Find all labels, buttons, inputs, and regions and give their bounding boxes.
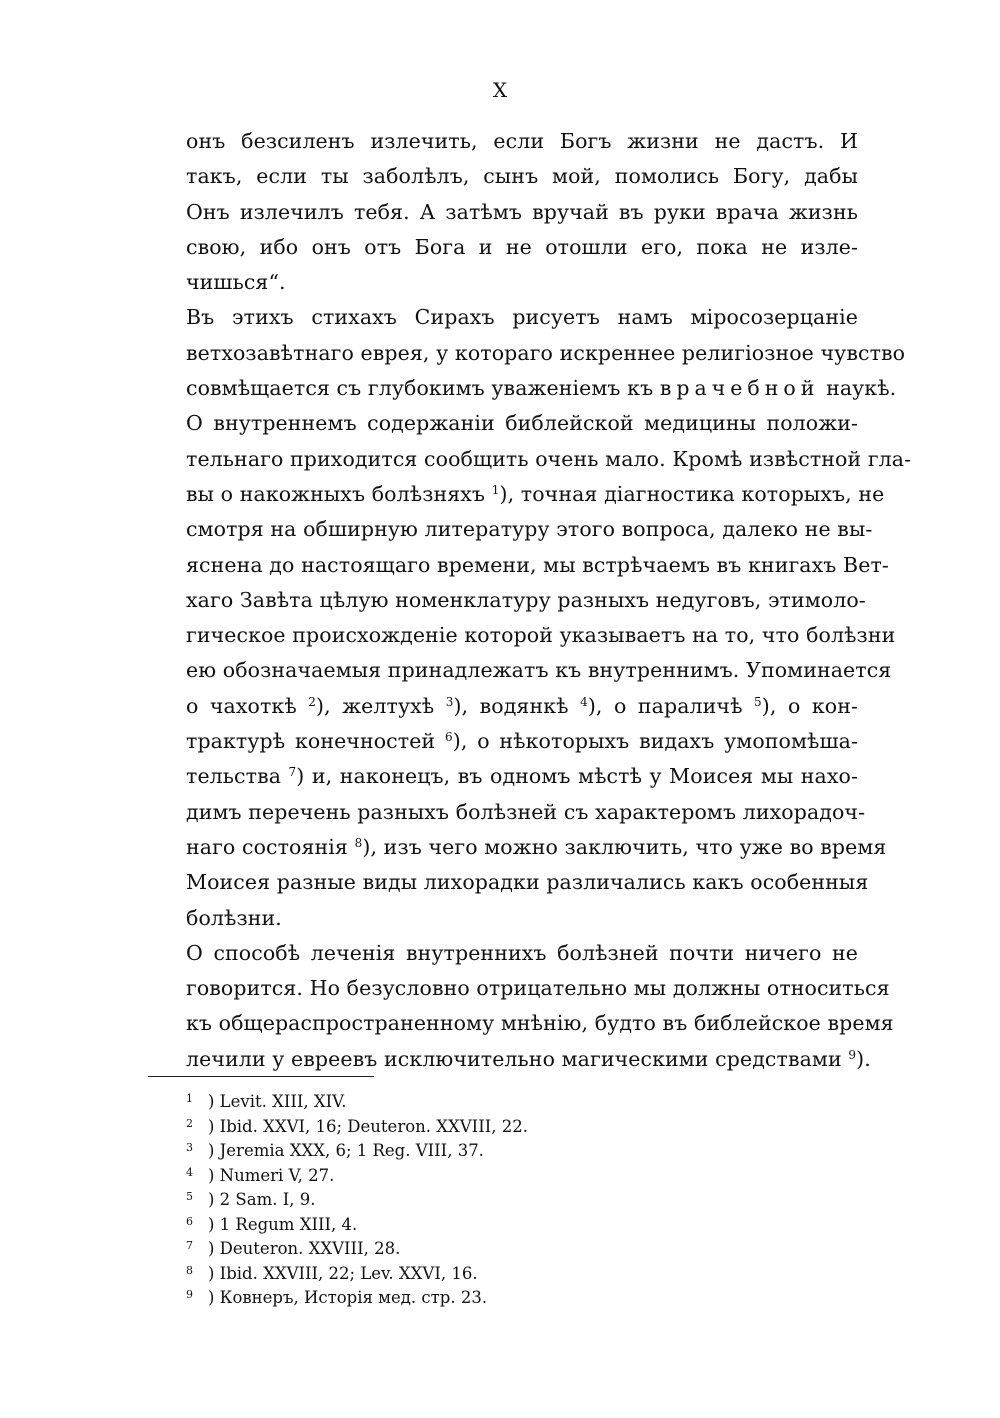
paragraph-line: Въ этихъ стихахъ Сирахъ рисуетъ намъ міросозерцаніе <box>186 305 858 330</box>
quote-line: Онъ излечилъ тебя. А затѣмъ вручай въ руки врача жизнь <box>186 199 858 224</box>
text-run: ), о кон- <box>761 693 858 718</box>
text-run: о чахоткѣ <box>186 693 297 718</box>
quote-line: онъ безсиленъ излечить, если Богъ жизни не дастъ. И <box>186 129 858 153</box>
footnote-mark: 1 <box>186 1092 193 1105</box>
footnote-ref: 6 <box>444 730 453 745</box>
footnote-text: ) Ibid. XXVI, 16; Deuteron. XXVIII, 22. <box>208 1116 528 1136</box>
footnote-mark: 2 <box>186 1116 193 1130</box>
footnote-mark: 5 <box>186 1190 193 1203</box>
footnote-ref: 9 <box>848 1047 857 1062</box>
main-text <box>186 124 912 1077</box>
footnote-ref: 2 <box>308 694 317 709</box>
footnote-mark: 3 <box>186 1141 193 1154</box>
footnote-text: ) Ковнеръ, Исторія мед. стр. 23. <box>208 1288 488 1307</box>
text-run: тельства <box>186 764 282 789</box>
quote-line: чишься“. <box>186 270 286 295</box>
paragraph-line: ветхозавѣтнаго еврея, у котораго искреннее религіозное чувство <box>186 340 906 365</box>
paragraph-line <box>186 1042 871 1077</box>
footnote-separator <box>148 1076 374 1077</box>
text-run: ), о нѣкоторыхъ видахъ умопомѣша- <box>452 729 858 754</box>
paragraph-line: хаго Завѣта цѣлую номенклатуру разныхъ недуговъ, этимоло- <box>186 587 866 612</box>
text-run: наго состоянія <box>186 834 348 859</box>
paragraph-line <box>186 830 887 865</box>
text-run: ) и, наконецъ, въ одномъ мѣстѣ у Моисея мы нахо- <box>296 764 858 789</box>
paragraph-line <box>186 759 858 794</box>
paragraph-line: къ общераспространенному мнѣнію, будто въ библейское время <box>186 1011 894 1036</box>
footnote <box>186 1164 686 1189</box>
paragraph-line: О внутреннемъ содержаніи библейской медицины положи- <box>186 411 858 436</box>
text-run: ), желтухѣ <box>316 693 435 718</box>
paragraph-line <box>186 477 885 512</box>
footnote <box>186 1237 686 1262</box>
footnote <box>186 1213 686 1238</box>
text-run: ). <box>856 1046 871 1071</box>
footnote-text: ) Ibid. XXVIII, 22; Lev. XXVI, 16. <box>208 1263 478 1283</box>
paragraph-line: димъ перечень разныхъ болѣзней съ характеромъ лихорадоч- <box>186 799 866 824</box>
paragraph-line: смотря на обширную литературу этого вопроса, далеко не вы- <box>186 517 873 542</box>
footnote-text: ) 2 Sam. I, 9. <box>208 1190 316 1209</box>
footnote-mark: 4 <box>186 1165 193 1179</box>
text-run: ), водянкѣ <box>453 693 569 718</box>
footnote <box>186 1090 686 1115</box>
text-run: ), о параличѣ <box>587 693 743 718</box>
paragraph-line: Моисея разные виды лихорадки различались какъ особенныя <box>186 870 869 895</box>
footnote-ref: 7 <box>288 765 297 780</box>
text-run: ), изъ чего можно заключить, что уже во время <box>362 834 887 859</box>
paragraph-line <box>186 689 858 724</box>
footnotes <box>186 1090 686 1311</box>
paragraph-line: гическое происхожденіе которой указываетъ на то, что болѣзни <box>186 623 896 648</box>
paragraph-line: яснена до настоящаго времени, мы встрѣчаемъ въ книгахъ Вет- <box>186 552 889 577</box>
text-run: ), точная діагностика которыхъ, не <box>499 481 885 506</box>
paragraph-line <box>186 371 897 406</box>
footnote-text: ) Numeri V, 27. <box>208 1165 335 1185</box>
text-run: трактурѣ конечностей <box>186 729 436 754</box>
footnote-mark: 6 <box>186 1214 193 1228</box>
footnote <box>186 1286 686 1311</box>
text-run: лечили у евреевъ исключительно магическими средствами <box>186 1046 842 1071</box>
quote-line: свою, ибо онъ отъ Бога и не отошли его, пока не изле- <box>186 234 858 259</box>
page-number: X <box>492 78 508 102</box>
paragraph-line: О способѣ леченія внутреннихъ болѣзней почти ничего не <box>186 940 858 965</box>
text-run: вы о накожныхъ болѣзняхъ <box>186 481 486 506</box>
quote-line: такъ, если ты заболѣлъ, сынъ мой, помолись Богу, дабы <box>186 164 858 189</box>
footnote-ref: 1 <box>491 482 500 497</box>
footnote <box>186 1139 686 1164</box>
paragraph-line: говорится. Но безусловно отрицательно мы должны относиться <box>186 976 890 1001</box>
footnote-text: ) 1 Regum XIII, 4. <box>208 1214 358 1234</box>
footnote <box>186 1115 686 1140</box>
footnote-ref: 4 <box>580 694 588 709</box>
footnote <box>186 1188 686 1213</box>
footnote-ref: 8 <box>354 835 363 850</box>
footnote-text: ) Jeremia XXX, 6; 1 Reg. VIII, 37. <box>208 1141 484 1160</box>
footnote-text: ) Deuteron. XXVIII, 28. <box>208 1239 401 1258</box>
footnote-mark: 8 <box>186 1263 193 1277</box>
footnote <box>186 1262 686 1287</box>
text-run: совмѣщается съ глубокимъ уваженіемъ къ <box>186 376 654 401</box>
paragraph-line: болѣзни. <box>186 905 282 930</box>
paragraph-line: ею обозначаемыя принадлежатъ къ внутреннимъ. Упоминается <box>186 658 892 683</box>
paragraph-line <box>186 724 858 759</box>
spaced-word: врачебной <box>659 376 820 401</box>
footnote-ref: 5 <box>754 694 762 709</box>
paragraph-line: тельнаго приходится сообщить очень мало. Кромѣ извѣстной гла- <box>186 446 912 471</box>
footnote-text: ) Levit. XIII, XIV. <box>208 1092 347 1111</box>
footnote-mark: 9 <box>186 1288 193 1301</box>
text-run: наукѣ. <box>826 376 897 401</box>
footnote-ref: 3 <box>445 694 454 709</box>
footnote-mark: 7 <box>186 1239 193 1252</box>
